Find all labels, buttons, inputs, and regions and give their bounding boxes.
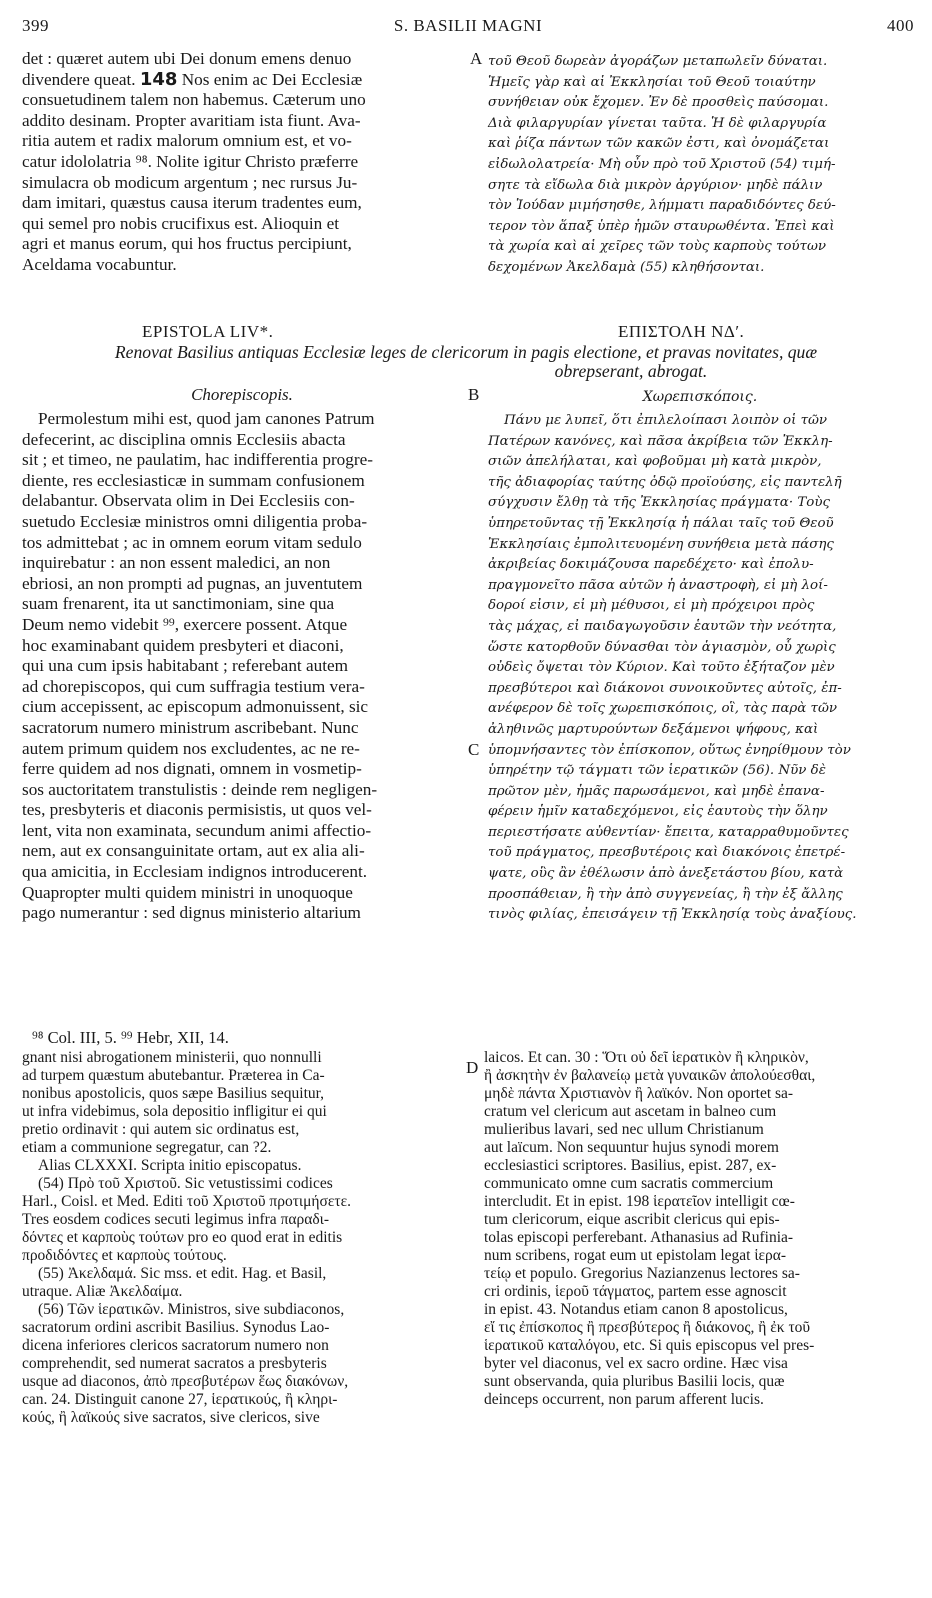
note-line: (56) Τῶν ἱερατικῶν. Ministros, sive subdiaconos,	[38, 1301, 345, 1318]
latin-line-part: Nos enim ac Dei Ecclesiæ	[181, 69, 363, 89]
note-line: sacratorum ordini ascribit Basilius. Synodus Lao-	[22, 1319, 330, 1336]
latin-line: det : quæret autem ubi Dei donum emens denuo	[22, 49, 352, 68]
latin-line: defecerint, ac disciplina omnis Ecclesiis abacta	[22, 429, 346, 449]
note-line: Harl., Coisl. et Med. Editi τοῦ Χριστοῦ προτιμήσετε.	[22, 1193, 351, 1210]
margin-marker-d: D	[466, 1058, 479, 1077]
latin-line: suetudo Ecclesiæ ministros omni diligentia proba-	[22, 511, 368, 531]
greek-line: ὑπηρέτην τῷ τάγματι τῶν ἱερατικῶν (56). Νῦν δὲ	[488, 763, 826, 779]
note-line: mulieribus lavari, sed nec ullum Christianum	[484, 1121, 764, 1138]
greek-line: πρεσβύτεροι καὶ διάκονοι συνοικοῦντες αὐτοῖς, ἐπ-	[488, 680, 842, 696]
greek-line: δεχομένων Ἀκελδαμὰ (55) κληθήσονται.	[488, 259, 765, 275]
latin-line: suam frenarent, ita ut sanctimoniam, sine qua	[22, 594, 335, 614]
margin-marker-a: A	[470, 49, 483, 68]
latin-line: tes, presbyteris et diaconis permisistis, ut quos vel-	[22, 800, 372, 820]
note-line: can. 24. Distinguit canone 27, ἱερατικούς, ἢ κληρι-	[22, 1391, 338, 1408]
margin-marker-c: C	[468, 740, 480, 759]
greek-line: σιῶν ἀπελήλαται, καὶ φοβοῦμαι μὴ κατὰ μικρὸν,	[488, 454, 822, 470]
note-line: (54) Πρὸ τοῦ Χριστοῦ. Sic vetustissimi codices	[38, 1175, 333, 1192]
greek-lines	[488, 52, 916, 279]
latin-line: ferre quidem ad nos dignati, omnem in vosmetip-	[22, 759, 362, 779]
greek-text-main	[488, 411, 916, 926]
greek-line: Πάνυ με λυπεῖ, ὅτι ἐπιλελοίπασι λοιπὸν οἱ τῶν	[504, 413, 828, 428]
note-line: communicato omne cum sacratis commercium	[484, 1175, 774, 1192]
latin-line: qui semel pro nobis crucifixus est. Alioquin et	[22, 213, 339, 233]
note-line: ecclesiastici scriptores. Basilius, epist. 287, ex-	[484, 1157, 777, 1174]
note-line: εἴ τις ἐπίσκοπος ἢ πρεσβύτερος ἢ διάκονος, ἢ ἐκ τοῦ	[484, 1319, 811, 1336]
note-line: dicena inferiores clericos sacratorum numero non	[22, 1337, 329, 1354]
note-line: Alias CLXXXI. Scripta initio episcopatus.	[38, 1157, 302, 1174]
note-line: aut laïcum. Non sequuntur hujus synodi morem	[484, 1139, 779, 1156]
note-line: laicos. Et can. 30 : Ὅτι οὐ δεῖ ἱερατικὸν ἢ κληρικὸν,	[484, 1049, 809, 1066]
latin-line: qua amicitia, in Ecclesiam indignos introducerent.	[22, 862, 368, 882]
greek-line: τὰς μάχας, εἰ παιδαγωγοῦσιν ἑαυτῶν τὴν νεότητα,	[488, 618, 837, 634]
note-line: comprehendit, sed numerat sacratos a presbyteris	[22, 1355, 327, 1372]
latin-line: ebriosi, an non prompti ad pugnas, an juventutem	[22, 573, 363, 593]
latin-line: simulacra ob modicum argentum ; nec rursus Ju-	[22, 172, 358, 192]
addressee-latin: Chorepiscopis.	[191, 385, 293, 404]
greek-line: Διὰ φιλαργυρίαν γίνεται ταῦτα. Ἡ δὲ φιλαργυρία	[488, 115, 827, 131]
note-line: ut infra videbimus, sola depositio infligitur ei qui	[22, 1103, 327, 1120]
greek-line: ἀληθινῶς μαρτυρούντων δεξάμενοι ψήφους, καὶ	[488, 721, 819, 737]
latin-line: cium accepissent, ac episcopum admonuissent, sic	[22, 697, 369, 717]
latin-lines	[22, 90, 466, 275]
column-number: 148	[139, 68, 178, 90]
latin-text-main	[22, 409, 466, 924]
footnote-references: ⁹⁸ Col. III, 5. ⁹⁹ Hebr, XII, 14.	[32, 1028, 229, 1047]
note-line: προδιδόντες et καρποὺς τούτους.	[22, 1247, 227, 1264]
note-line: cratum vel clericum aut ascetam in balneo cum	[484, 1103, 777, 1120]
page-header	[22, 16, 914, 42]
greek-line: καὶ ῥίζα πάντων τῶν κακῶν ἐστι, καὶ ὀνομάζεται	[488, 136, 830, 152]
greek-line: προσπάθειαν, ἢ τὴν ἀπὸ συγγενείας, ἢ τὴν ἐξ ἄλλης	[488, 886, 843, 902]
greek-line: τοῦ πράγματος, πρεσβυτέροις καὶ διακόνοις ἐπετρέ-	[488, 845, 846, 861]
latin-line: inquirebatur : an non essent maledici, an non	[22, 553, 331, 573]
greek-line: συνήθειαν οὐκ ἔχομεν. Ἐν δὲ προσθεὶς παύσομαι.	[488, 95, 829, 111]
latin-line: Permolestum mihi est, quod jam canones Patrum	[38, 409, 375, 428]
greek-line: περιεστήσατε αὐθεντίαν· ἔπειτα, καταρραθυμοῦντες	[488, 824, 849, 840]
latin-line: Deum nemo videbit ⁹⁹, exercere possent. Atque	[22, 614, 348, 634]
latin-line: sit ; et timeo, ne paulatim, hac indifferentia progre-	[22, 450, 373, 470]
note-line: usque ad diaconos, ἀπὸ πρεσβυτέρων ἕως διακόνων,	[22, 1373, 349, 1390]
note-lines	[484, 1049, 916, 1409]
note-line: sunt observanda, quia pluribus Basilii locis, quæ	[484, 1373, 785, 1390]
latin-line: delabantur. Observata olim in Dei Ecclesiis con-	[22, 491, 355, 511]
greek-line: ὑπηρετοῦντας τῇ Ἐκκλησίᾳ ἡ πάλαι ταῖς τοῦ Θεοῦ	[488, 515, 834, 531]
latin-line: tos admittebat ; ac in omnem eorum vitam sedulo	[22, 532, 362, 552]
greek-line: τὰ χωρία καὶ αἱ χεῖρες τῶν τοὺς καρποὺς τούτων	[488, 239, 827, 255]
epistola-summary	[22, 343, 910, 381]
epistola-title-latin: EPISTOLA LIV*.	[142, 322, 274, 341]
greek-line: πρῶτον μὲν, ἡμᾶς παρωσάμενοι, καὶ μηδὲ ἐπανα-	[488, 783, 825, 799]
note-line: tum clericorum, eique ascribit clericus qui epis-	[484, 1211, 780, 1228]
page-number-right: 400	[887, 16, 914, 35]
latin-line: nem, aut ex consanguinitate ortam, aut ex alia ali-	[22, 841, 365, 861]
latin-line-part: divendere queat.	[22, 69, 136, 89]
note-line: cri ordinis, ἱεροῦ τάγματος, partem esse agnoscit	[484, 1283, 787, 1300]
latin-line: sos auctoritatem transtulistis : deinde rem negligen-	[22, 779, 378, 799]
notes-left-column	[22, 1049, 466, 1427]
greek-line: Πατέρων κανόνες, καὶ πᾶσα ἀκρίβεια τῶν Ἐκκλη-	[488, 433, 833, 449]
latin-line: pago numerantur : sed dignus ministerio altarium	[22, 903, 361, 923]
latin-line: addito desinam. Propter avaritiam ista fiunt. Ava-	[22, 110, 361, 130]
greek-line: τερον τὸν ἅπαξ ὑπὲρ ἡμῶν σταυρωθέντα. Ἐπεὶ καὶ	[488, 218, 835, 234]
latin-line: ritia autem et radix malorum omnium est, et vo-	[22, 131, 352, 151]
greek-line: πραγμονεῖτο πᾶσα αὐτῶν ἡ ἀναστροφὴ, εἰ μὴ λοί-	[488, 577, 828, 593]
greek-lines	[488, 411, 916, 926]
note-line: deinceps occurrent, non parum afferent lucis.	[484, 1391, 764, 1408]
note-line: pretio ordinavit : qui autem sic ordinatus est,	[22, 1121, 300, 1138]
summary-line: Renovat Basilius antiquas Ecclesiæ leges de clericorum in pagis electione, et pravas novitates, quæ	[114, 342, 818, 362]
note-line: tolas episcopi perferebant. Athanasius ad Rufinia-	[484, 1229, 794, 1246]
greek-line: τῆς ἀδιαφορίας ταύτης ὁδῷ προϊούσης, εἰς παντελῆ	[488, 474, 842, 490]
latin-line	[22, 70, 466, 91]
latin-line: Aceldama vocabuntur.	[22, 254, 177, 274]
margin-marker-b: B	[468, 385, 480, 404]
note-line: byter vel diaconus, vel ex sacro ordine. Hæc visa	[484, 1355, 788, 1372]
greek-line: ψατε, οὓς ἂν ἐθέλωσιν ἀπὸ ἀνεξετάστου βίου, κατὰ	[488, 866, 844, 882]
note-line: num scribens, rogat eum ut epistolam legat ἱερα-	[484, 1247, 787, 1264]
latin-line: dam imitari, quæstus causa iterum tradentes eum,	[22, 193, 362, 213]
note-line: ad turpem quæstum abutebantur. Præterea in Ca-	[22, 1067, 325, 1084]
greek-line: τοῦ Θεοῦ δωρεὰν ἀγοράζων μεταπωλεῖν δύναται.	[488, 54, 828, 69]
latin-lines	[22, 409, 466, 924]
greek-line: σύγχυσιν ἔλθῃ τὰ τῆς Ἐκκλησίας πράγματα· Τοὺς	[488, 495, 830, 511]
note-line: κούς, ἢ λαϊκούς sive sacratos, sive clericos, sive	[22, 1409, 320, 1426]
note-line: gnant nisi abrogationem ministerii, quo nonnulli	[22, 1049, 322, 1066]
greek-line: φέρειν ἡμῖν καταδεχόμενοι, εἰς ἑαυτοὺς τὴν ὅλην	[488, 804, 828, 820]
note-line: Tres eosdem codices secuti legimus infra παραδι-	[22, 1211, 330, 1228]
note-line: (55) Ἀκελδαμά. Sic mss. et edit. Hag. et Basil,	[38, 1265, 327, 1282]
note-line: δόντες et καρποὺς τούτων pro eo quod erat in editis	[22, 1229, 343, 1246]
greek-line: ἀκριβείας δοκιμάζουσα παρεδέχετο· καὶ ἐπολυ-	[488, 557, 814, 573]
latin-line: lent, vita non examinata, secundum animi affectio-	[22, 820, 372, 840]
page-number-left: 399	[22, 16, 49, 35]
greek-line: ανέφερον δὲ τοῖς χωρεπισκόποις, οἳ, τὰς παρὰ τῶν	[488, 701, 838, 717]
notes-right-column	[484, 1049, 916, 1409]
latin-line: hoc examinabant quidem presbyteri et diaconi,	[22, 635, 344, 655]
note-line: intercludit. Et in epist. 198 ἱερατεῖον intelligit cœ-	[484, 1193, 795, 1210]
note-line: in epist. 43. Notandus etiam canon 8 apostolicus,	[484, 1301, 788, 1318]
running-title: S. BASILII MAGNI	[393, 16, 543, 35]
greek-line: οὐδεὶς ὄψεται τὸν Κύριον. Καὶ τοῦτο ἐξήταζον μὲν	[488, 660, 835, 676]
note-line: etiam a communione segregatur, can ?2.	[22, 1139, 272, 1156]
note-line: nonibus apostolicis, quos sæpe Basilius sequitur,	[22, 1085, 325, 1102]
latin-line: Quapropter multi quidem ministri in unoquoque	[22, 882, 353, 902]
epistola-title-greek: ΕΠΙΣΤΟΛΗ ΝΔʹ.	[618, 322, 745, 341]
latin-line: autem primum quidem nos excludentes, ac ne re-	[22, 738, 360, 758]
latin-line: ad chorepiscopos, qui cum suffragia testium vera-	[22, 676, 365, 696]
greek-line: ὥστε κατορθοῦν δύνασθαι τὸν ἁγιασμὸν, οὗ χωρὶς	[488, 639, 836, 655]
latin-text-top	[22, 49, 466, 276]
greek-line: σητε τὰ εἴδωλα διὰ μικρὸν ἀργύριον· μηδὲ πάλιν	[488, 177, 823, 193]
latin-line: agri et manus eorum, qui hos fructus percipiunt,	[22, 234, 352, 254]
greek-line: δοροί εἰσιν, εἰ μὴ μέθυσοι, εἰ μὴ πρόχειροι πρὸς	[488, 598, 815, 614]
note-line: τείῳ et populo. Gregorius Nazianzenus lectores sa-	[484, 1265, 800, 1282]
greek-line: τινὸς φιλίας, ἐπεισάγειν τῇ Ἐκκλησίᾳ τοὺς ἀναξίους.	[488, 907, 857, 923]
latin-line: diente, res ecclesiasticæ in summam confusionem	[22, 470, 365, 490]
greek-text-top	[488, 52, 916, 279]
greek-line: εἰδωλολατρεία· Μὴ οὖν πρὸ τοῦ Χριστοῦ (54) τιμή-	[488, 156, 836, 172]
latin-line: consuetudinem talem non habemus. Cæterum uno	[22, 90, 366, 110]
note-line: utraque. Aliæ Ἀκελδαίμα.	[22, 1283, 183, 1300]
note-line: ἱερατικοῦ καταλόγου, etc. Si quis episcopus vel pres-	[484, 1337, 815, 1354]
greek-line: τὸν Ἰούδαν μιμήσησθε, λήμματι παραδιδόντες δεύ-	[488, 198, 836, 214]
note-line: ἢ ἀσκητὴν ἐν βαλανείῳ μετὰ γυναικῶν ἀπολούεσθαι,	[484, 1067, 816, 1084]
greek-line: Ἡμεῖς γὰρ καὶ αἱ Ἐκκλησίαι τοῦ Θεοῦ τοιαύτην	[488, 74, 816, 90]
latin-line: sacratorum numero ministrum ascribebant. Nunc	[22, 717, 359, 737]
latin-line: catur idololatria ⁹⁸. Nolite igitur Christo præferre	[22, 151, 359, 171]
greek-line: ὑπομνήσαντες τὸν ἐπίσκοπον, οὕτως ἐνηρίθμουν τὸν	[488, 742, 851, 758]
summary-line: obrepserant, abrogat.	[554, 361, 708, 381]
note-line: μηδὲ πάντα Χριστιανὸν ἢ λαϊκόν. Non oportet sa-	[484, 1085, 794, 1102]
greek-line: Ἐκκλησίαις ἐμπολιτευομένη συνήθεια μετὰ πάσης	[488, 536, 834, 552]
note-lines	[22, 1049, 466, 1427]
latin-line: qui una cum ipsis habitabant ; referebant autem	[22, 656, 348, 676]
addressee-greek: Χωρεπισκόποις.	[642, 389, 758, 405]
